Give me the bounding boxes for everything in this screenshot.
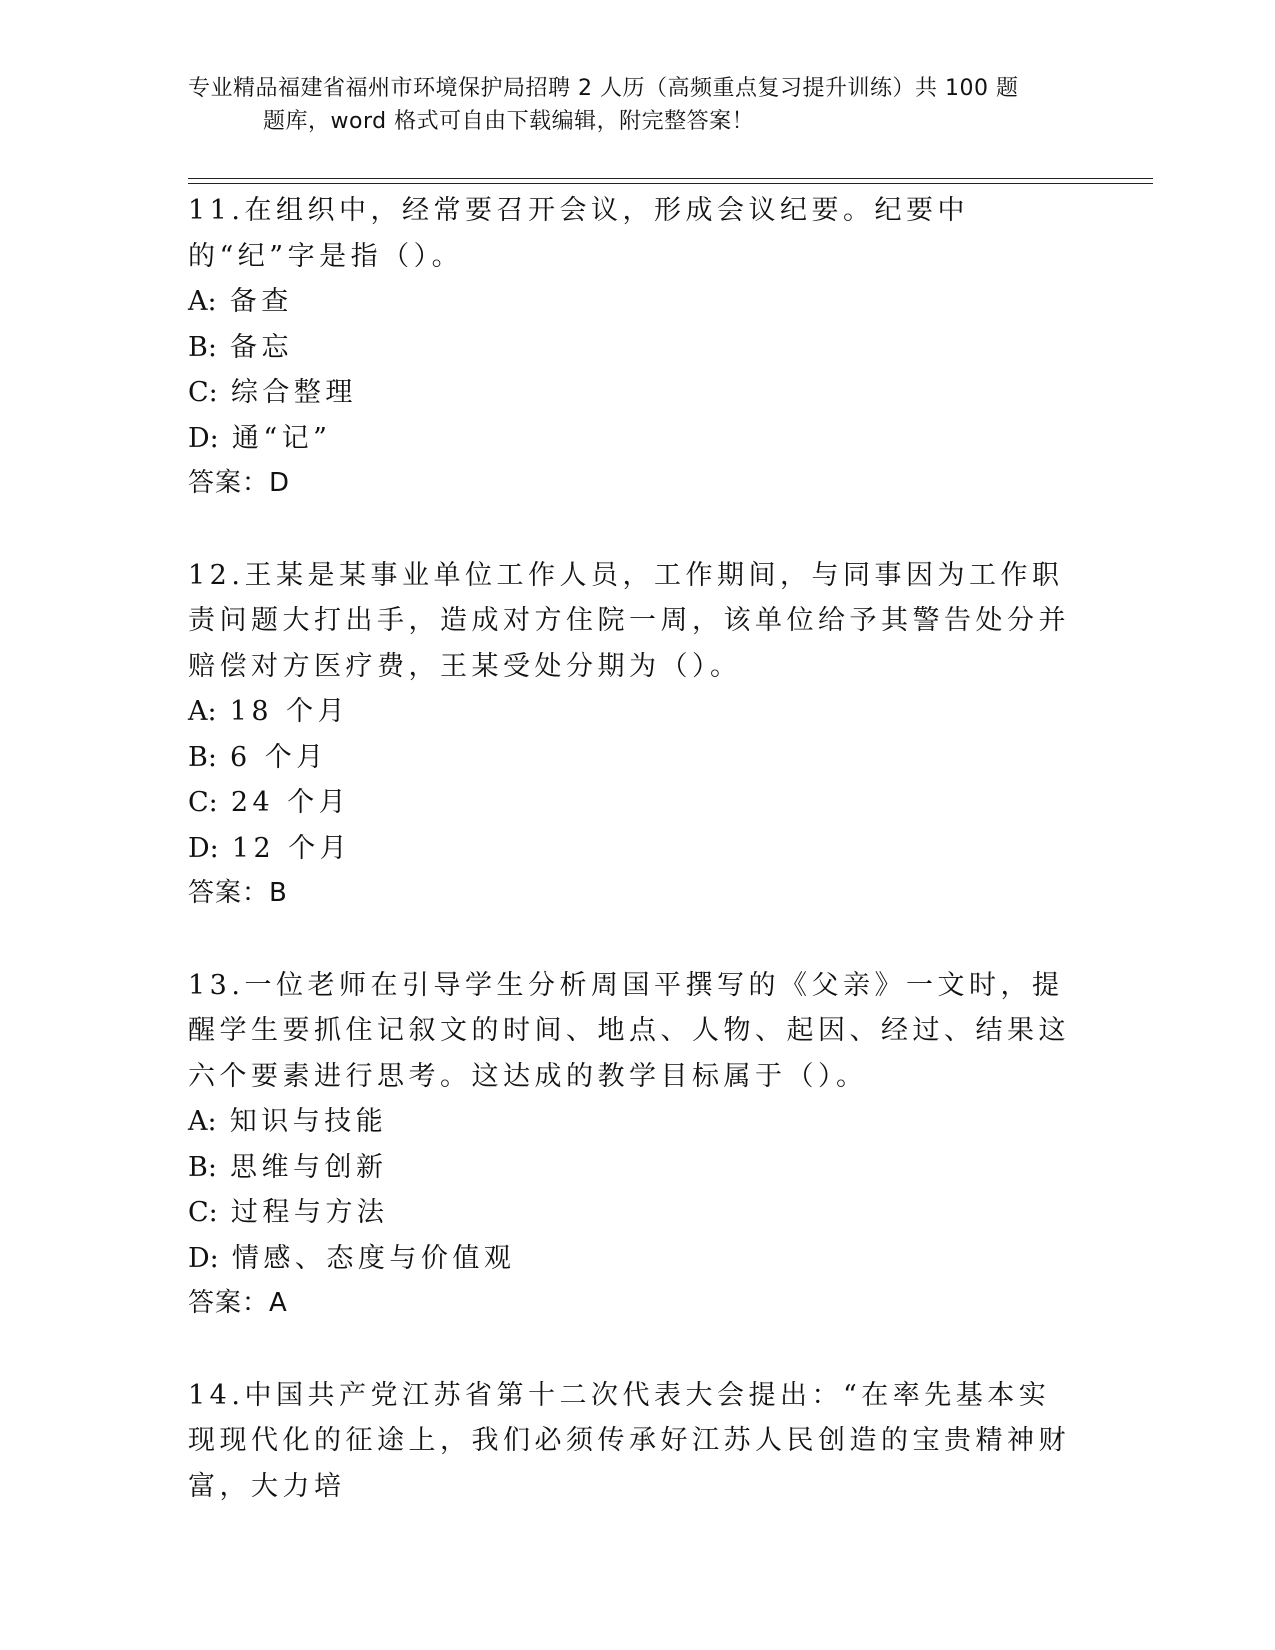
header-title-line-2: 题库，word 格式可自由下载编辑，附完整答案！ (263, 109, 755, 134)
option-letter: C: (188, 377, 218, 408)
option-text: 18 个月 (229, 696, 350, 727)
option-text: 知识与技能 (229, 1106, 388, 1137)
option-b (188, 735, 1078, 781)
option-text: 备查 (229, 286, 293, 317)
question-13 (188, 963, 1078, 1327)
option-letter: A: (188, 696, 217, 727)
question-14 (188, 1373, 1078, 1510)
option-b (188, 1145, 1078, 1191)
option-a (188, 1099, 1078, 1145)
header-divider-top (188, 178, 1153, 179)
option-text: 通“记” (231, 422, 332, 454)
option-letter: B: (188, 331, 217, 363)
document-header (188, 72, 1088, 138)
option-a (188, 279, 1078, 325)
question-text: 14.中国共产党江苏省第十二次代表大会提出：“在率先基本实现现代化的征途上，我们必须传承好江苏人民创造的宝贵精神财富，大力培 (188, 1379, 1070, 1502)
option-letter: D: (188, 832, 219, 864)
option-letter: C: (188, 1197, 218, 1228)
option-d (188, 1236, 1078, 1282)
option-d (188, 416, 1078, 462)
option-letter: B: (188, 741, 217, 773)
answer-value: B (269, 878, 288, 908)
question-text: 11.在组织中，经常要召开会议，形成会议纪要。纪要中的“纪”字是指（）。 (188, 195, 969, 272)
question-list (188, 188, 1078, 1555)
option-letter: A: (188, 1106, 217, 1137)
header-divider-bottom (188, 183, 1153, 184)
option-letter: A: (188, 286, 217, 317)
answer-line (188, 871, 1078, 917)
option-letter: D: (188, 422, 219, 454)
option-c (188, 370, 1078, 416)
answer-line (188, 461, 1078, 507)
answer-label: 答案： (188, 1288, 270, 1318)
option-text: 24 个月 (230, 787, 351, 818)
option-c (188, 1190, 1078, 1236)
answer-line (188, 1281, 1078, 1327)
option-text: 综合整理 (230, 377, 357, 408)
option-letter: D: (188, 1242, 219, 1274)
header-title-line-1: 专业精品福建省福州市环境保护局招聘 2 人历（高频重点复习提升训练）共 100 题 (188, 76, 1019, 101)
answer-label: 答案： (188, 878, 270, 908)
option-letter: C: (188, 787, 218, 818)
option-text: 思维与创新 (230, 1151, 388, 1183)
answer-label: 答案： (188, 468, 270, 498)
option-letter: B: (188, 1151, 217, 1183)
option-text: 过程与方法 (230, 1197, 389, 1228)
option-text: 12 个月 (231, 832, 352, 864)
question-text: 13.一位老师在引导学生分析周国平撰写的《父亲》一文时，提醒学生要抓住记叙文的时间、地点、人物、起因、经过、结果这六个要素进行思考。这达成的教学目标属于（）。 (188, 969, 1070, 1092)
question-11 (188, 188, 1078, 507)
option-text: 备忘 (230, 331, 294, 363)
option-b (188, 325, 1078, 371)
question-text: 12.王某是某事业单位工作人员，工作期间，与同事因为工作职责问题大打出手，造成对方住院一周，该单位给予其警告处分并赔偿对方医疗费，王某受处分期为（）。 (188, 559, 1070, 682)
option-text: 情感、态度与价值观 (231, 1242, 516, 1274)
question-12 (188, 553, 1078, 917)
option-d (188, 826, 1078, 872)
option-text: 6 个月 (230, 741, 328, 773)
option-a (188, 689, 1078, 735)
option-c (188, 780, 1078, 826)
answer-value: A (269, 1288, 288, 1318)
answer-value: D (269, 468, 291, 498)
